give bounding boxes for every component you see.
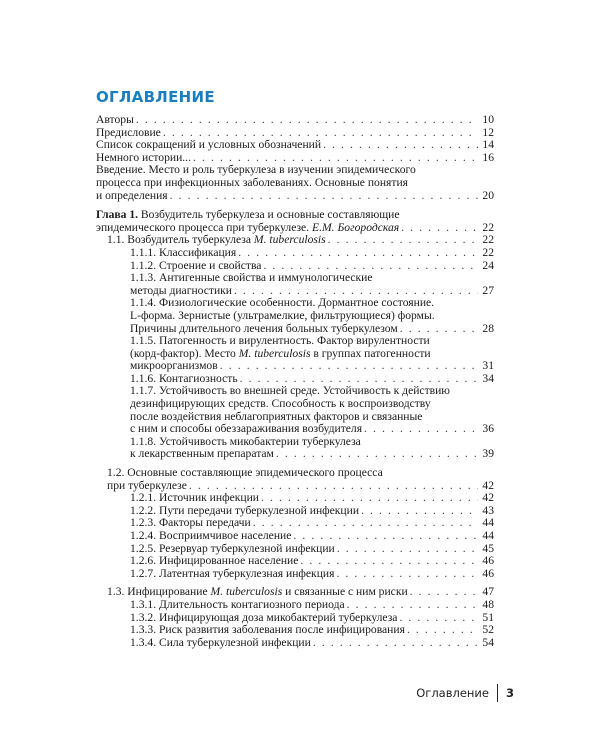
toc-page-number: 44 bbox=[482, 529, 494, 542]
toc-entry bbox=[96, 624, 494, 637]
dot-leader bbox=[136, 114, 478, 127]
toc-entry-text: 1.1.6. Контагиозность bbox=[130, 371, 238, 385]
toc-page-number: 46 bbox=[482, 566, 494, 580]
toc-page-number: 22 bbox=[482, 233, 494, 247]
dot-leader bbox=[323, 139, 478, 152]
toc-page-number: 36 bbox=[482, 422, 494, 436]
toc-entry bbox=[96, 139, 494, 152]
toc-entry-text: Немного истории... bbox=[96, 150, 191, 164]
toc-entry bbox=[96, 247, 494, 260]
toc-entry-text: 1.2.5. Резервуар туберкулезной инфекции bbox=[130, 541, 335, 555]
toc-page-number: 54 bbox=[482, 635, 494, 649]
toc-entry bbox=[96, 568, 494, 581]
dot-leader bbox=[347, 599, 478, 612]
toc-entry-text: дезинфицирующих средств. Способность к воспроизводству bbox=[130, 397, 431, 411]
toc-entry-text: Причины длительного лечения больных туберкулезом bbox=[130, 321, 398, 335]
toc-page-number: 22 bbox=[482, 245, 494, 259]
dot-leader bbox=[336, 568, 478, 581]
toc-entry-text: 1.1.3. Антигенные свойства и иммунологические bbox=[130, 271, 373, 285]
footer-section-label: Оглавление bbox=[416, 686, 489, 700]
toc-page-number: 27 bbox=[482, 283, 494, 297]
toc-page-number: 52 bbox=[482, 623, 494, 637]
toc-entry-text: 1.2. Основные составляющие эпидемического процесса bbox=[107, 466, 383, 480]
toc-entry-text: 1.1.1. Классификация bbox=[130, 245, 237, 259]
dot-leader bbox=[399, 612, 478, 625]
toc-entry-text: после воздействия неблагоприятных факторов и связанные bbox=[130, 409, 423, 423]
toc-entry bbox=[96, 555, 494, 568]
toc-page-number: 47 bbox=[482, 585, 494, 599]
toc-entry-text: процесса при инфекционных заболеваниях. Основные понятия bbox=[96, 175, 408, 189]
toc-page-number: 22 bbox=[482, 220, 494, 234]
toc-entry-text: Предисловие bbox=[96, 125, 161, 139]
toc-entry-text: 1.2.4. Восприимчивое население bbox=[130, 529, 292, 542]
toc-entry-text: 1.2.7. Латентная туберкулезная инфекция bbox=[130, 566, 335, 580]
toc-entry-text: Список сокращений и условных обозначений bbox=[96, 138, 322, 152]
dot-leader bbox=[410, 586, 478, 599]
footer-divider bbox=[497, 684, 498, 702]
toc-entry bbox=[96, 599, 494, 612]
toc-page-number: 51 bbox=[482, 610, 494, 624]
toc-entry bbox=[96, 467, 494, 492]
toc-page-number: 34 bbox=[482, 371, 494, 385]
toc-entry bbox=[96, 492, 494, 505]
dot-leader bbox=[276, 448, 478, 461]
toc-entry-text: 1.3.4. Сила туберкулезной инфекции bbox=[130, 635, 311, 649]
toc-entry-text: микроорганизмов bbox=[130, 359, 218, 373]
toc-page-number: 39 bbox=[482, 447, 494, 461]
toc-page-number: 44 bbox=[482, 516, 494, 530]
toc-entry-text: 1.1.2. Строение и свойства bbox=[130, 258, 262, 272]
toc-page-number: 31 bbox=[482, 359, 494, 373]
toc-page-number: 42 bbox=[482, 491, 494, 505]
toc-entry bbox=[96, 385, 494, 435]
toc-entry-text: и определения bbox=[96, 188, 168, 202]
toc-entry-text: 1.2.3. Факторы передачи bbox=[130, 516, 251, 530]
page-footer bbox=[416, 684, 514, 702]
toc-entry-text: 1.2.2. Пути передачи туберкулезной инфекции bbox=[130, 503, 360, 517]
dot-leader bbox=[261, 492, 478, 505]
toc-entry bbox=[96, 436, 494, 461]
toc-entry-text: 1.1.5. Патогенность и вирулентность. Фактор вирулентности bbox=[130, 334, 430, 348]
dot-leader bbox=[401, 222, 478, 235]
dot-leader bbox=[361, 505, 478, 518]
toc-entry-text: 1.3.3. Риск развития заболевания после инфицирования bbox=[130, 623, 405, 637]
toc-page-number: 10 bbox=[482, 113, 494, 126]
toc-entry-text: 1.1.8. Устойчивость микобактерии туберкулеза bbox=[130, 434, 361, 448]
toc-entry bbox=[96, 209, 494, 234]
toc-entry-text: Введение. Место и роль туберкулеза в изучении эпидемического bbox=[96, 163, 416, 177]
dot-leader bbox=[364, 423, 478, 436]
table-of-contents bbox=[96, 114, 494, 649]
toc-entry-text: Авторы bbox=[96, 113, 134, 126]
toc-page-number: 42 bbox=[482, 478, 494, 492]
toc-entry-text: 1.2.6. Инфицированное население bbox=[130, 554, 299, 568]
toc-entry bbox=[96, 114, 494, 127]
toc-page-number: 14 bbox=[482, 138, 494, 152]
toc-entry-text: Глава 1. Возбудитель туберкулеза и основные составляющие bbox=[96, 208, 400, 222]
toc-entry bbox=[96, 335, 494, 373]
toc-page-number: 48 bbox=[482, 597, 494, 611]
toc-page-number: 12 bbox=[482, 125, 494, 139]
toc-page-number: 43 bbox=[482, 503, 494, 517]
dot-leader bbox=[407, 624, 478, 637]
page-number: 3 bbox=[505, 686, 514, 700]
toc-entry-text: L-форма. Зернистые (ультрамелкие, фильтрующиеся) формы. bbox=[130, 308, 435, 322]
toc-page-number: 20 bbox=[482, 188, 494, 202]
toc-entry-text: к лекарственным препаратам bbox=[130, 447, 274, 461]
toc-entry bbox=[96, 637, 494, 650]
dot-leader bbox=[337, 543, 478, 556]
toc-entry-text: 1.1.4. Физиологические особенности. Дормантное состояние. bbox=[130, 296, 435, 310]
toc-entry-text: 1.3.2. Инфицирующая доза микобактерий туберкулеза bbox=[130, 610, 398, 624]
toc-page-number: 24 bbox=[482, 258, 494, 272]
dot-leader bbox=[238, 247, 478, 260]
toc-entry-text: 1.3. Инфицирование M. tuberculosis и связанные с ним риски bbox=[107, 585, 408, 599]
dot-leader bbox=[328, 234, 478, 247]
toc-page-number: 45 bbox=[482, 541, 494, 555]
toc-entry bbox=[96, 297, 494, 335]
toc-entry bbox=[96, 272, 494, 297]
toc-entry-text: эпидемического процесса при туберкулезе. Е.М. Богородская bbox=[96, 220, 400, 234]
toc-entry bbox=[96, 530, 494, 543]
dot-leader bbox=[293, 530, 478, 543]
toc-entry-text: методы диагностики bbox=[130, 283, 232, 297]
dot-leader bbox=[170, 190, 478, 203]
toc-entry-text: с ним и способы обеззараживания возбудителя bbox=[130, 422, 363, 436]
toc-entry-text: при туберкулезе bbox=[107, 478, 187, 492]
toc-entry-text: (корд-фактор). Место M. tuberculosis в группах патогенности bbox=[130, 346, 431, 360]
dot-leader bbox=[313, 637, 478, 650]
toc-entry-text: 1.3.1. Длительность контагиозного периода bbox=[130, 597, 345, 611]
dot-leader bbox=[300, 555, 478, 568]
toc-page-number: 46 bbox=[482, 554, 494, 568]
toc-entry bbox=[96, 164, 494, 202]
toc-entry-text: 1.2.1. Источник инфекции bbox=[130, 491, 259, 505]
toc-page-number: 28 bbox=[482, 321, 494, 335]
toc-entry-text: 1.1. Возбудитель туберкулеза M. tuberculosis bbox=[107, 233, 326, 247]
dot-leader bbox=[220, 360, 478, 373]
toc-heading: ОГЛАВЛЕНИЕ bbox=[96, 88, 215, 106]
toc-entry-text: 1.1.7. Устойчивость во внешней среде. Устойчивость к действию bbox=[130, 384, 450, 398]
toc-page-number: 16 bbox=[482, 150, 494, 164]
